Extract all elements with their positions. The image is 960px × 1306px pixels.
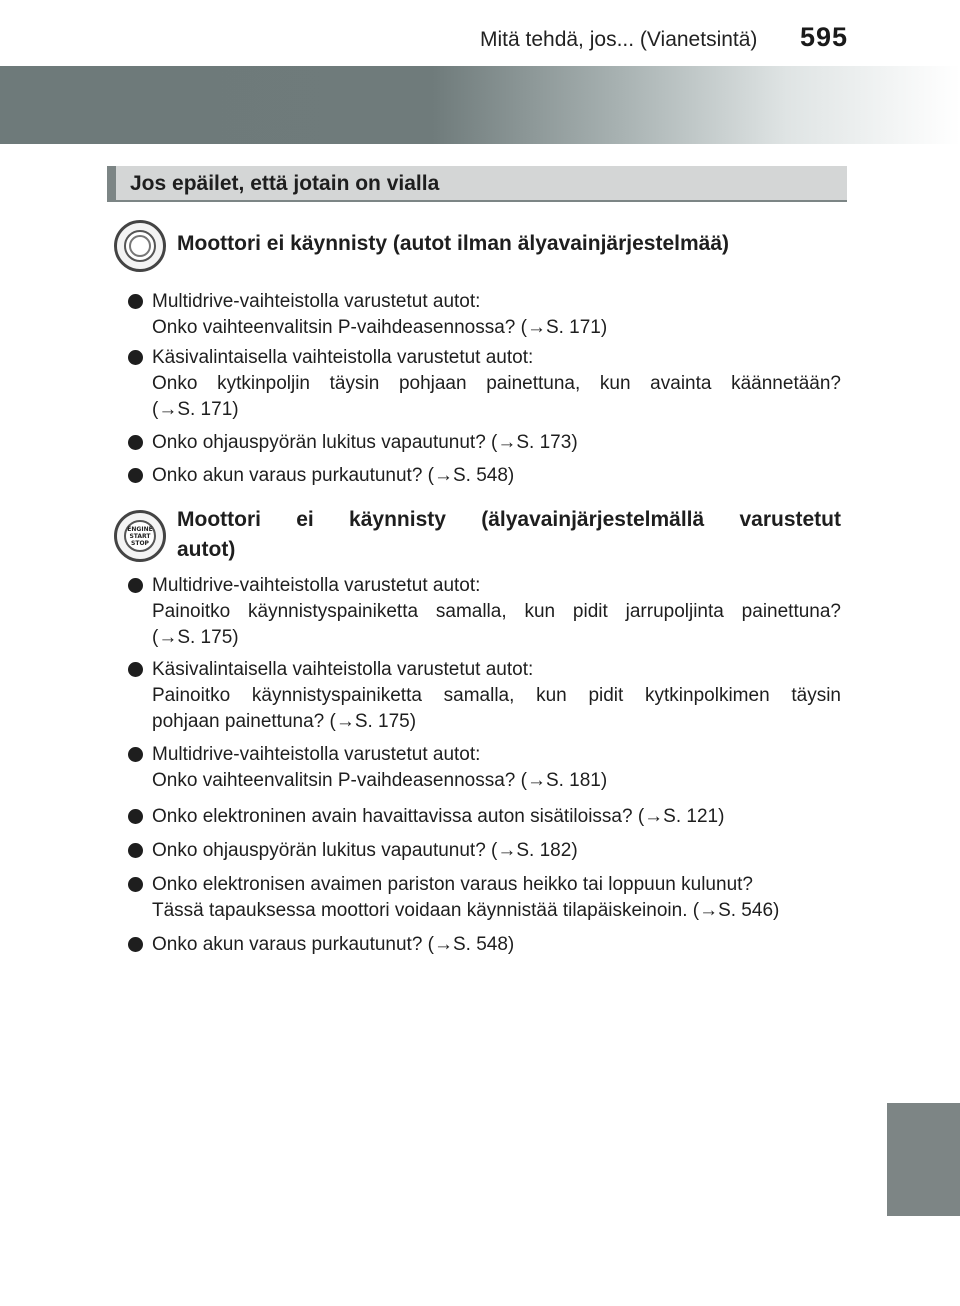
section-title: Jos epäilet, että jotain on vialla <box>130 172 440 195</box>
item-line: Onko vaihteenvalitsin P-vaihdeasennossa? (→S. 181) <box>152 770 608 791</box>
bullet-icon <box>128 747 143 762</box>
list-item <box>128 932 841 958</box>
list-item <box>128 657 841 735</box>
bullet-icon <box>128 294 143 309</box>
list-item <box>128 872 841 924</box>
item-line: Onko akun varaus purkautunut? (→S. 548) <box>152 934 515 955</box>
header-title: Mitä tehdä, jos... (Vianetsintä) <box>480 28 758 51</box>
bullet-icon <box>128 877 143 892</box>
item-line: Onko elektronisen avaimen pariston varaus heikko tai loppuun kulunut? <box>152 874 753 895</box>
bullet-icon <box>128 809 143 824</box>
item-line: Onko ohjauspyörän lukitus vapautunut? (→S. 182) <box>152 840 578 861</box>
item-line: Käsivalintaisella vaihteistolla varustetut autot: <box>152 659 534 680</box>
heading-line: Moottori ei käynnisty (älyavainjärjestelmällä varustetut <box>177 508 841 531</box>
bullet-icon <box>128 468 143 483</box>
item-line: (→S. 175) <box>152 627 239 648</box>
bullet-icon <box>128 435 143 450</box>
item-line: Tässä tapauksessa moottori voidaan käynnistää tilapäiskeinoin. (→S. 546) <box>152 900 780 921</box>
list-item <box>128 430 841 456</box>
item-line: Onko akun varaus purkautunut? (→S. 548) <box>152 465 515 486</box>
engine-start-stop-icon <box>114 510 166 562</box>
start-button-label: ENGINE START STOP <box>127 526 153 547</box>
item-line: Multidrive-vaihteistolla varustetut autot: <box>152 744 481 765</box>
item-line: Painoitko käynnistyspainiketta samalla, kun pidit kytkinpolkimen täysin <box>152 685 841 706</box>
item-line: Multidrive-vaihteistolla varustetut autot: <box>152 575 481 596</box>
list-item <box>128 345 841 423</box>
item-line: Onko vaihteenvalitsin P-vaihdeasennossa? (→S. 171) <box>152 317 608 338</box>
section-title-box <box>107 166 847 202</box>
list-item <box>128 838 841 864</box>
header-banner <box>0 66 960 144</box>
sub-heading-no-smart-key: Moottori ei käynnisty (autot ilman älyavainjärjestelmää) <box>177 232 729 255</box>
list-item <box>128 804 841 830</box>
list-item <box>128 742 841 794</box>
item-line: Onko kytkinpoljin täysin pohjaan painettuna, kun avainta käännetään? <box>152 373 841 394</box>
bullet-icon <box>128 843 143 858</box>
chapter-side-tab <box>887 1103 960 1216</box>
bullet-icon <box>128 937 143 952</box>
item-line: (→S. 171) <box>152 399 239 420</box>
bullet-icon <box>128 662 143 677</box>
item-line: Onko elektroninen avain havaittavissa auton sisätiloissa? (→S. 121) <box>152 806 725 827</box>
bullet-icon <box>128 350 143 365</box>
heading-line: autot) <box>177 538 236 561</box>
bullet-icon <box>128 578 143 593</box>
item-line: Painoitko käynnistyspainiketta samalla, kun pidit jarrupoljinta painettuna? <box>152 601 841 622</box>
item-line: Onko ohjauspyörän lukitus vapautunut? (→S. 173) <box>152 432 578 453</box>
item-line: Käsivalintaisella vaihteistolla varustetut autot: <box>152 347 534 368</box>
item-line: pohjaan painettuna? (→S. 175) <box>152 711 417 732</box>
item-line: Multidrive-vaihteistolla varustetut autot: <box>152 291 481 312</box>
page-number: 595 <box>800 22 849 52</box>
list-item <box>128 463 841 489</box>
ignition-switch-icon <box>114 220 166 272</box>
list-item <box>128 289 841 341</box>
list-item <box>128 573 841 651</box>
sub-heading-smart-key <box>177 505 841 565</box>
